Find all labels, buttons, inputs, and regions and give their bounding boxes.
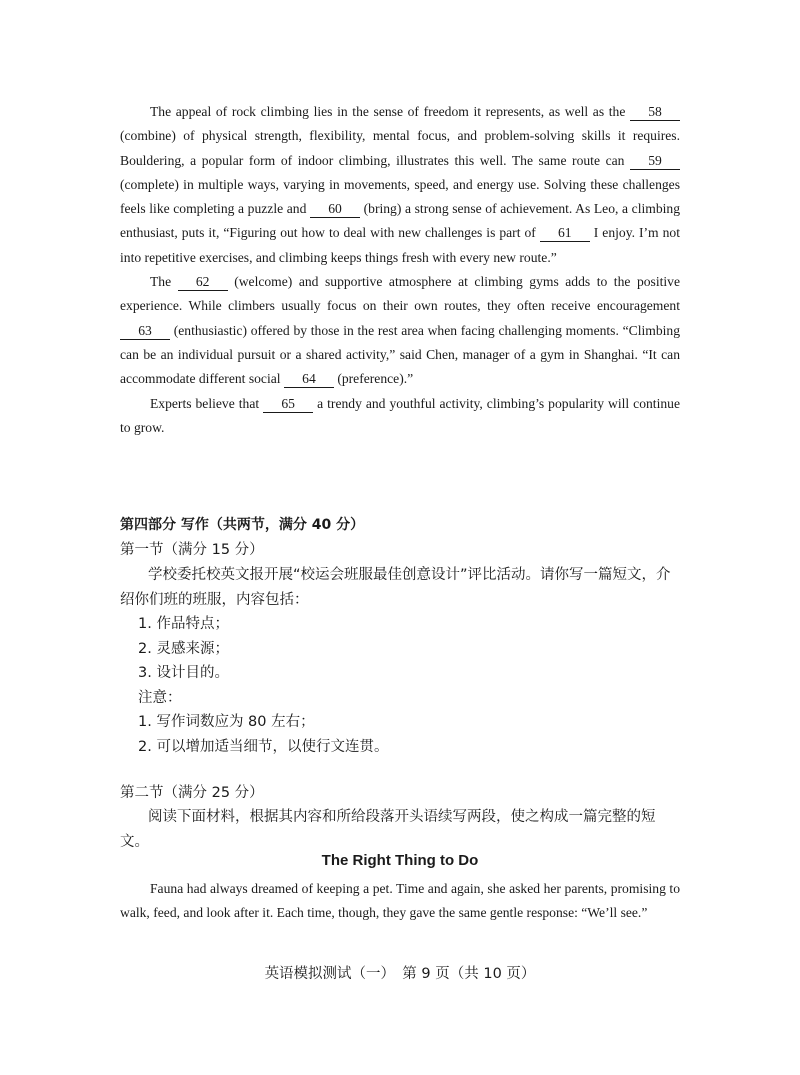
cloze-passage bbox=[120, 100, 680, 440]
passage-text: The bbox=[150, 274, 178, 290]
story-title: The Right Thing to Do bbox=[321, 852, 479, 869]
passage-text: (complete) in multiple ways, varying in movements, speed, and energy use. Solving these challenges feels like completing a puzzle and bbox=[120, 176, 680, 217]
blank-60: 60 bbox=[310, 201, 360, 218]
blank-64: 64 bbox=[284, 371, 334, 388]
passage-paragraph-2 bbox=[120, 270, 680, 391]
page-footer: 英语模拟测试（一） 第 9 页（共 10 页） bbox=[264, 966, 536, 982]
section1-prompt: 学校委托校英文报开展“校运会班服最佳创意设计”评比活动。请你写一篇短文，介绍你们班的班服，内容包括： bbox=[120, 567, 671, 608]
passage-text: (combine) of physical strength, flexibility, mental focus, and problem-solving skills it requires. Bouldering, a popular form of indoor climbing, illustrates this well. The same route can bbox=[120, 128, 680, 168]
section2-heading: 第二节（满分 25 分） bbox=[120, 785, 264, 801]
story-body bbox=[120, 877, 680, 926]
passage-text: I enjoy. I’m not into repetitive exercises, and climbing keeps things fresh with every new route.” bbox=[120, 225, 680, 265]
section1-heading: 第一节（满分 15 分） bbox=[120, 542, 264, 558]
passage-text: (bring) a strong sense of achievement. As Leo, a climbing enthusiast, puts it, “Figuring out how to deal with new challenges is part of bbox=[120, 201, 680, 241]
blank-65: 65 bbox=[263, 396, 313, 413]
note-1: 1. 写作词数应为 80 左右； bbox=[138, 714, 315, 730]
passage-text: (welcome) and supportive atmosphere at climbing gyms adds to the positive experience. While climbers usually focus on their own routes, they often receive encouragement bbox=[120, 274, 680, 314]
blank-58: 58 bbox=[630, 104, 680, 121]
part4-heading: 第四部分 写作（共两节，满分 40 分） bbox=[120, 517, 365, 533]
passage-text: (preference).” bbox=[333, 371, 414, 387]
section1-item-3: 3. 设计目的。 bbox=[138, 665, 229, 681]
passage-text: (enthusiastic) offered by those in the rest area when facing challenging moments. “Climbing can be an individual pursuit or a shared activity,” said Chen, manager of a gym in Shanghai. “It can accommodate different social bbox=[120, 322, 680, 387]
passage-text: Experts believe that bbox=[150, 395, 264, 411]
blank-62: 62 bbox=[178, 274, 228, 291]
blank-61: 61 bbox=[540, 225, 590, 242]
section1-item-1: 1. 作品特点； bbox=[138, 616, 229, 632]
passage-text: The appeal of rock climbing lies in the sense of freedom it represents, as well as the bbox=[150, 104, 630, 119]
passage-paragraph-3 bbox=[120, 392, 680, 441]
section1-item-2: 2. 灵感来源； bbox=[138, 641, 229, 657]
story-paragraph: Fauna had always dreamed of keeping a pet. Time and again, she asked her parents, promising to walk, feed, and look after it. Each time, though, they gave the same gentle response: “We’ll see.” bbox=[120, 881, 680, 921]
blank-63: 63 bbox=[120, 323, 170, 340]
section2-prompt: 阅读下面材料，根据其内容和所给段落开头语续写两段，使之构成一篇完整的短文。 bbox=[120, 809, 656, 850]
passage-text: a trendy and youthful activity, climbing’s popularity will continue to grow. bbox=[120, 395, 680, 435]
note-label: 注意： bbox=[138, 690, 182, 706]
blank-59: 59 bbox=[630, 153, 680, 170]
note-2: 2. 可以增加适当细节，以使行文连贯。 bbox=[138, 739, 389, 755]
passage-paragraph-1 bbox=[120, 100, 680, 270]
